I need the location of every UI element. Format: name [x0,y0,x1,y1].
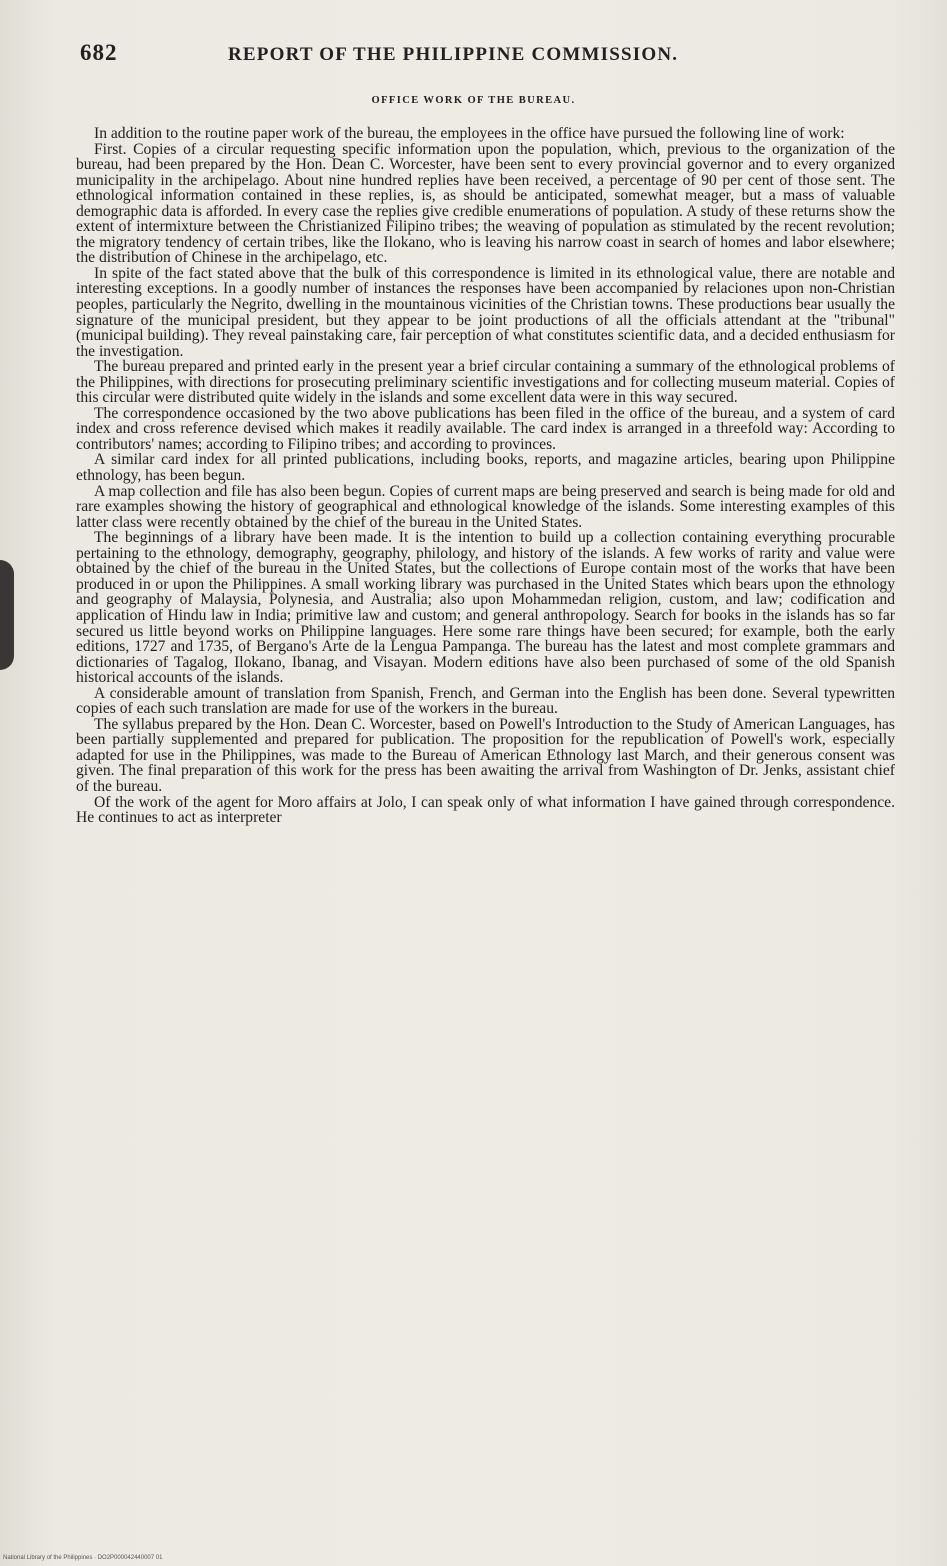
paragraph: In addition to the routine paper work of the bureau, the employees in the office have pursued the following line of work: [94,125,845,142]
running-title: REPORT OF THE PHILIPPINE COMMISSION. [228,44,679,65]
paragraph: First. Copies of a circular requesting specific information upon the population, which, previous to the organization of the bureau, had been prepared by the Hon. Dean C. Worcester, have been sent to every provincial governor and to every organized municipality in the archipelago. About nine hundred replies have been received, a percentage of 90 per cent of those sent. The ethnological information contained in these replies, is, as should be anticipated, somewhat meager, but a mass of valuable demographic data is afforded. In every case the replies give credible enumerations of population. A study of these returns show the extent of intermixture between the Christianized Filipino tribes; the weaving of population as stimulated by the recent revolution; the migratory tendency of certain tribes, like the Ilokano, who is leaving his narrow coast in search of homes and labor elsewhere; the distribution of Chinese in the archipelago, etc. [76,140,895,267]
paragraph: In spite of the fact stated above that the bulk of this correspondence is limited in its ethnological value, there are notable and interesting exceptions. In a goodly number of instances the responses have been accompanied by relaciones upon non-Christian peoples, particularly the Negrito, dwelling in the mountainous vicinities of the Christian towns. These productions bear usually the signature of the municipal president, but they appear to be joint productions of all the officials attendant at the "tribunal" (municipal building). They reveal painstaking care, fair perception of what constitutes scientific data, and a decided enthusiasm for the investigation. [76,264,895,360]
paragraph: Of the work of the agent for Moro affairs at Jolo, I can speak only of what information I have gained through correspondence. He continues to act as interpreter [76,793,895,827]
paragraph: A considerable amount of translation from Spanish, French, and German into the English has been done. Several typewritten copies of each such translation are made for use of the workers in the bureau. [76,684,895,718]
paragraph: A map collection and file has also been begun. Copies of current maps are being preserved and search is being made for old and rare examples showing the history of geographical and ethnological knowledge of the islands. Some interesting examples of this latter class were recently obtained by the chief of the bureau in the United States. [76,482,895,531]
page-number: 682 [80,40,118,65]
paragraph: The correspondence occasioned by the two above publications has been filed in the office of the bureau, and a system of card index and cross reference devised which makes it readily available. The card index is arranged in a threefold way: According to contributors' names; according to Filipino tribes; and according to provinces. [76,404,895,453]
paragraph: The syllabus prepared by the Hon. Dean C. Worcester, based on Powell's Introduction to the Study of American Languages, has been partially supplemented and prepared for publication. The proposition for the republication of Powell's work, especially adapted for use in the Philippines, was made to the Bureau of American Ethnology last March, and their generous consent was given. The final preparation of this work for the press has been awaiting the arrival from Washington of Dr. Jenks, assistant chief of the bureau. [76,715,895,795]
paragraph: A similar card index for all printed publications, including books, reports, and magazine articles, bearing upon Philippine ethnology, has been begun. [76,451,895,485]
section-title: OFFICE WORK OF THE BUREAU. [371,95,576,106]
scan-edge-shadow [0,560,14,670]
page-header [80,40,892,70]
body-text [76,126,895,826]
scan-footer-id: National Library of the Philippines · DO2P000042440007 01 [3,1555,163,1561]
paragraph: The bureau prepared and printed early in the present year a brief circular containing a summary of the ethnological problems of the Philippines, with directions for prosecuting preliminary scientific investigations and for collecting museum material. Copies of this circular were distributed quite widely in the islands and some excellent data were in this way secured. [76,358,895,407]
paragraph: The beginnings of a library have been made. It is the intention to build up a collection containing everything procurable pertaining to the ethnology, demography, geography, philology, and history of the islands. A few works of rarity and value were obtained by the chief of the bureau in the United States, but the collections of Europe contain most of the works that have been produced in or upon the Philippines. A small working library was purchased in the United States which bears upon the ethnology and geography of Malaysia, Polynesia, and Australia; also upon Mohammedan religion, custom, and law; codification and application of Hindu law in India; primitive law and custom; and general anthropology. Search for books in the islands has so far secured us little beyond works on Philippine languages. Here some rare things have been secured; for example, both the early editions, 1727 and 1735, of Bergano's Arte de la Lengua Pampanga. The bureau has the latest and most complete grammars and dictionaries of Tagalog, Ilokano, Ibanag, and Visayan. Modern editions have also been purchased of some of the old Spanish historical accounts of the islands. [76,529,895,687]
